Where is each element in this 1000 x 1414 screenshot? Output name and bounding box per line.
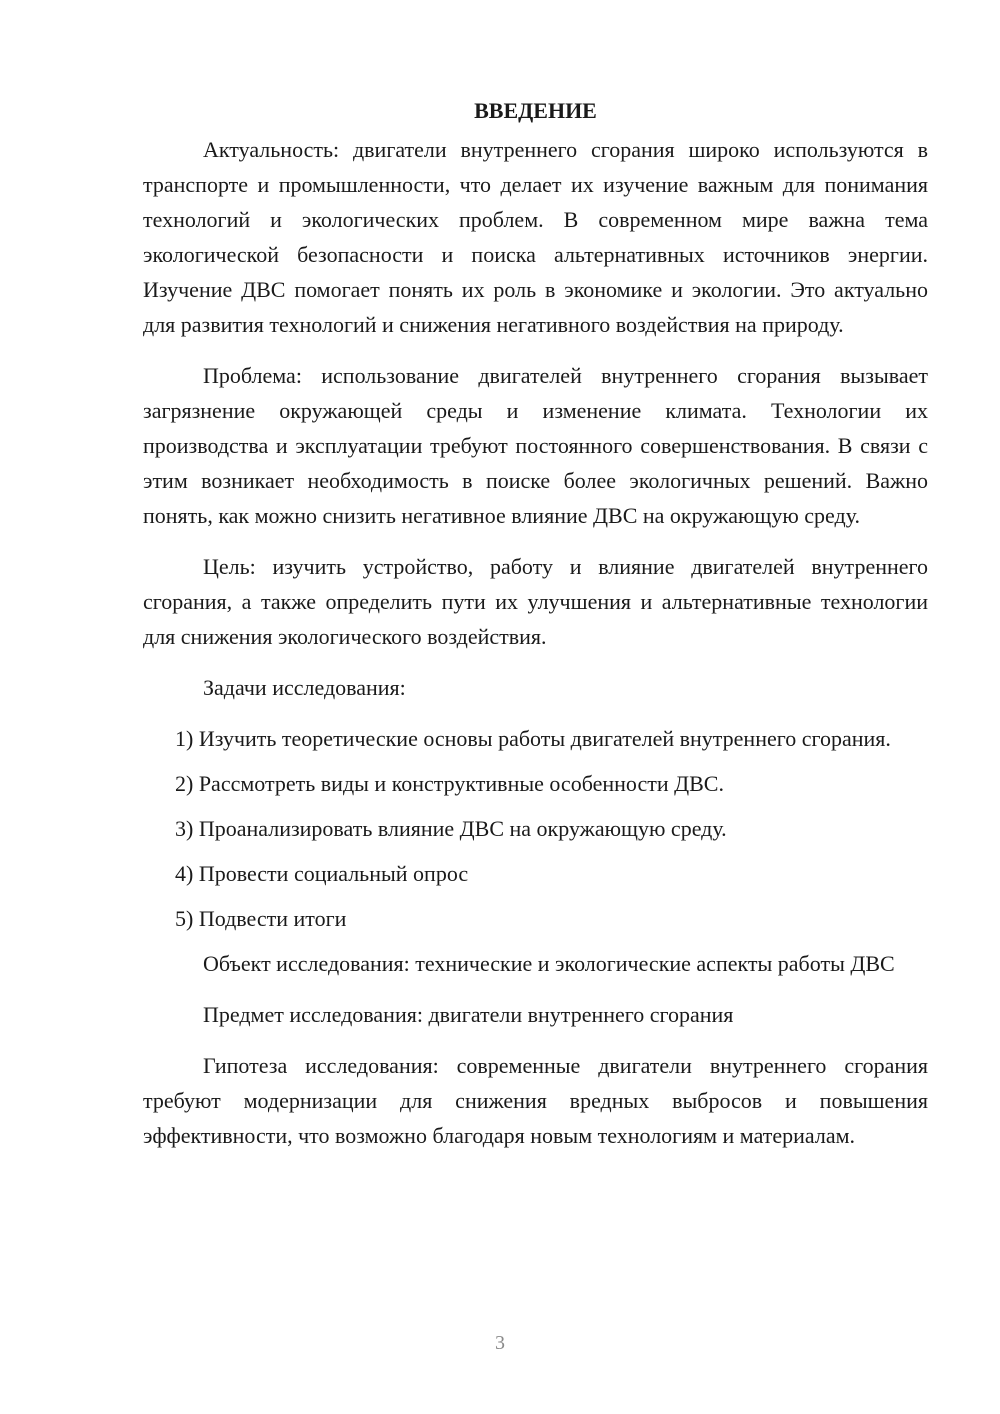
subject-paragraph: Предмет исследования: двигатели внутреннего сгорания [203,1002,734,1027]
document-page [143,93,928,1169]
task-item-1: 1) Изучить теоретические основы работы двигателей внутреннего сгорания. [175,726,891,751]
page-number: 3 [495,1332,505,1354]
object-paragraph: Объект исследования: технические и экологические аспекты работы ДВС [203,951,895,976]
task-item-4: 4) Провести социальный опрос [175,861,469,886]
section-title: ВВЕДЕНИЕ [474,98,597,123]
task-item-5: 5) Подвести итоги [175,906,347,931]
relevance-paragraph: Актуальность: двигатели внутреннего сгорания широко используются в транспорте и промышленности, что делает их изучение важным для понимания технологий и экологических проблем. В современном мире важна тема экологической безопасности и поиска альтернативных источников энергии. Изучение ДВС помогает понять их роль в экономике и экологии. Это актуально для развития технологий и снижения негативного воздействия на природу. [143,137,928,337]
task-item-3: 3) Проанализировать влияние ДВС на окружающую среду. [175,816,727,841]
problem-paragraph: Проблема: использование двигателей внутреннего сгорания вызывает загрязнение окружающей среды и изменение климата. Технологии их производства и эксплуатации требуют постоянного совершенствования. В связи с этим возникает необходимость в поиске более экологичных решений. Важно понять, как можно снизить негативное влияние ДВС на окружающую среду. [143,363,928,528]
tasks-heading: Задачи исследования: [203,675,406,700]
task-item-2: 2) Рассмотреть виды и конструктивные особенности ДВС. [175,771,724,796]
hypothesis-paragraph: Гипотеза исследования: современные двигатели внутреннего сгорания требуют модернизации для снижения вредных выбросов и повышения эффективности, что возможно благодаря новым технологиям и материалам. [143,1053,928,1148]
goal-paragraph: Цель: изучить устройство, работу и влияние двигателей внутреннего сгорания, а также определить пути их улучшения и альтернативные технологии для снижения экологического воздействия. [143,554,928,649]
